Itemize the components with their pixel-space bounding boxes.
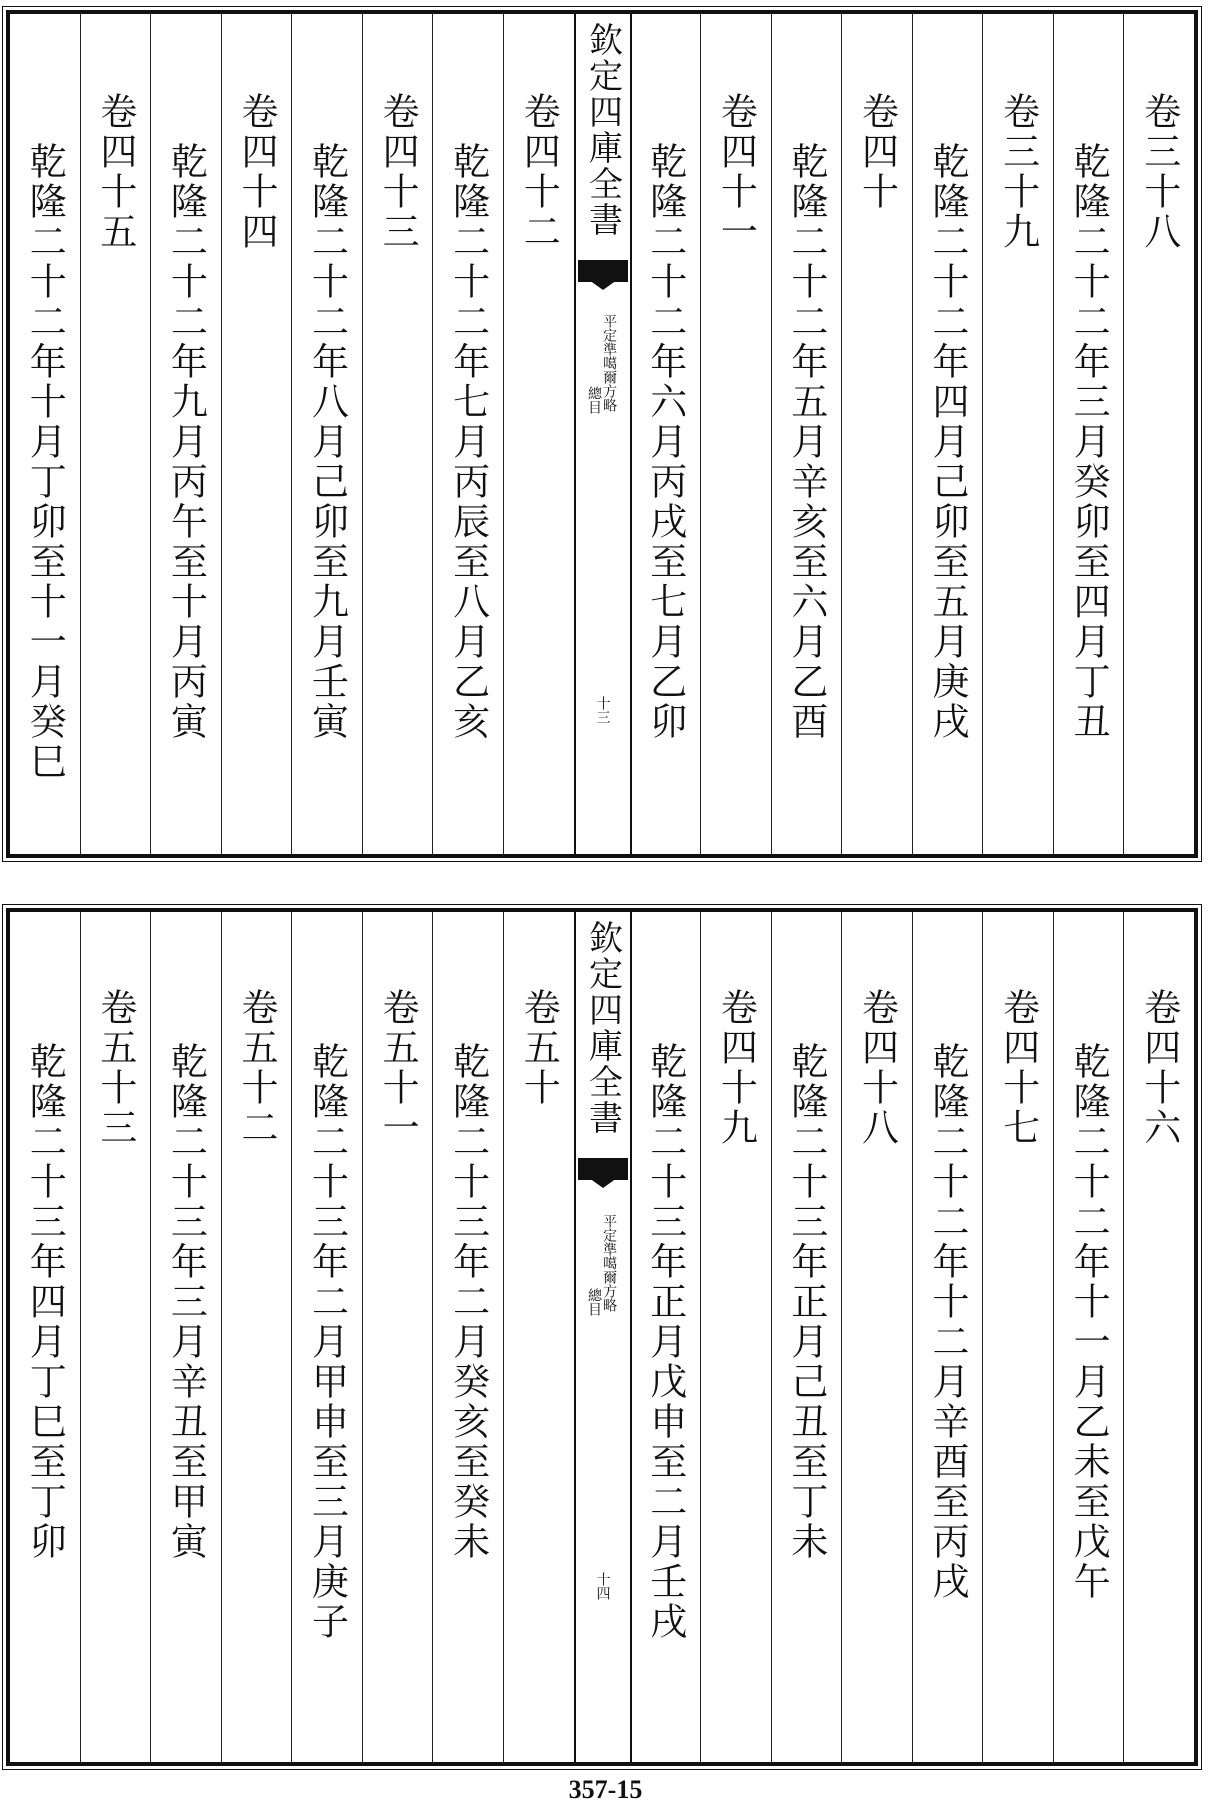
lower-page-frame <box>6 908 1198 1766</box>
date-range-entry: 乾隆二十三年二月癸亥至癸未 <box>446 1042 490 1562</box>
juan-label: 卷四十六 <box>1137 988 1181 1148</box>
spine-title: 欽定四庫全書 <box>582 920 623 1136</box>
upper-columns <box>10 14 1194 854</box>
upper-col-16 <box>10 14 80 854</box>
juan-label: 卷四十五 <box>93 92 137 252</box>
date-range-entry: 乾隆二十二年六月丙戌至七月乙卯 <box>643 142 687 742</box>
upper-col-2 <box>1053 14 1124 854</box>
lower-col-6 <box>771 912 842 1762</box>
spine-page-number: 十三 <box>594 696 611 724</box>
upper-col-12 <box>291 14 362 854</box>
date-range-entry: 乾隆二十三年四月丁巳至丁卯 <box>23 1042 67 1562</box>
date-range-entry: 乾隆二十三年二月甲申至三月庚子 <box>305 1042 349 1642</box>
lower-col-4 <box>912 912 983 1762</box>
lower-col-3 <box>982 912 1053 1762</box>
date-range-entry: 乾隆二十三年正月己丑至丁未 <box>784 1042 828 1562</box>
spine-page-number: 十四 <box>594 1572 611 1600</box>
date-range-entry: 乾隆二十二年八月己卯至九月壬寅 <box>305 142 349 742</box>
date-range-entry: 乾隆二十二年三月癸卯至四月丁丑 <box>1067 142 1111 742</box>
lower-col-9 <box>503 912 574 1762</box>
lower-col-15 <box>80 912 151 1762</box>
upper-col-5 <box>841 14 912 854</box>
upper-col-11 <box>362 14 433 854</box>
juan-label: 卷四十二 <box>517 92 561 252</box>
date-range-entry: 乾隆二十二年十月丁卯至十一月癸巳 <box>23 142 67 782</box>
upper-col-3 <box>982 14 1053 854</box>
spine-section: 總目 <box>585 386 602 414</box>
lower-col-13 <box>221 912 292 1762</box>
juan-label: 卷五十一 <box>376 988 420 1148</box>
date-range-entry: 乾隆二十二年九月丙午至十月丙寅 <box>164 142 208 742</box>
juan-label: 卷四十九 <box>714 988 758 1148</box>
juan-label: 卷四十一 <box>714 92 758 252</box>
juan-label: 卷四十 <box>855 92 899 212</box>
spine-section: 總目 <box>585 1288 602 1316</box>
upper-col-7 <box>700 14 771 854</box>
juan-label: 卷四十四 <box>234 92 278 252</box>
juan-label: 卷三十九 <box>996 92 1040 252</box>
lower-col-5 <box>841 912 912 1762</box>
spine-book-title: 平定準噶爾方略 <box>601 1214 618 1312</box>
date-range-entry: 乾隆二十二年五月辛亥至六月乙酉 <box>784 142 828 742</box>
date-range-entry: 乾隆二十二年四月己卯至五月庚戌 <box>926 142 970 742</box>
date-range-entry: 乾隆二十二年七月丙辰至八月乙亥 <box>446 142 490 742</box>
juan-label: 卷四十八 <box>855 988 899 1148</box>
fishtail-mark <box>578 1158 628 1180</box>
lower-col-7 <box>700 912 771 1762</box>
upper-col-15 <box>80 14 151 854</box>
date-range-entry: 乾隆二十二年十二月辛酉至丙戌 <box>926 1042 970 1602</box>
lower-col-12 <box>291 912 362 1762</box>
lower-col-16 <box>10 912 80 1762</box>
juan-label: 卷四十七 <box>996 988 1040 1148</box>
lower-columns <box>10 912 1194 1762</box>
upper-col-6 <box>771 14 842 854</box>
upper-col-10 <box>432 14 503 854</box>
upper-col-14 <box>150 14 221 854</box>
lower-col-8 <box>630 912 701 1762</box>
spine-title: 欽定四庫全書 <box>582 22 623 238</box>
fishtail-mark <box>578 260 628 282</box>
date-range-entry: 乾隆二十二年十一月乙未至戊午 <box>1067 1042 1111 1602</box>
lower-spine-column <box>574 912 632 1762</box>
juan-label: 卷五十二 <box>234 988 278 1148</box>
lower-col-11 <box>362 912 433 1762</box>
upper-page-frame <box>6 10 1198 858</box>
page-footer-label: 357-15 <box>568 1775 643 1804</box>
upper-col-1 <box>1123 14 1194 854</box>
upper-col-8 <box>630 14 701 854</box>
lower-col-10 <box>432 912 503 1762</box>
juan-label: 卷四十三 <box>376 92 420 252</box>
lower-col-14 <box>150 912 221 1762</box>
juan-label: 卷五十三 <box>93 988 137 1148</box>
lower-col-2 <box>1053 912 1124 1762</box>
date-range-entry: 乾隆二十三年正月戊申至二月壬戌 <box>643 1042 687 1642</box>
upper-spine-column <box>574 14 632 854</box>
lower-col-1 <box>1123 912 1194 1762</box>
date-range-entry: 乾隆二十三年三月辛丑至甲寅 <box>164 1042 208 1562</box>
upper-col-13 <box>221 14 292 854</box>
upper-col-4 <box>912 14 983 854</box>
upper-col-9 <box>503 14 574 854</box>
juan-label: 卷五十 <box>517 988 561 1108</box>
juan-label: 卷三十八 <box>1137 92 1181 252</box>
spine-book-title: 平定準噶爾方略 <box>601 314 618 412</box>
